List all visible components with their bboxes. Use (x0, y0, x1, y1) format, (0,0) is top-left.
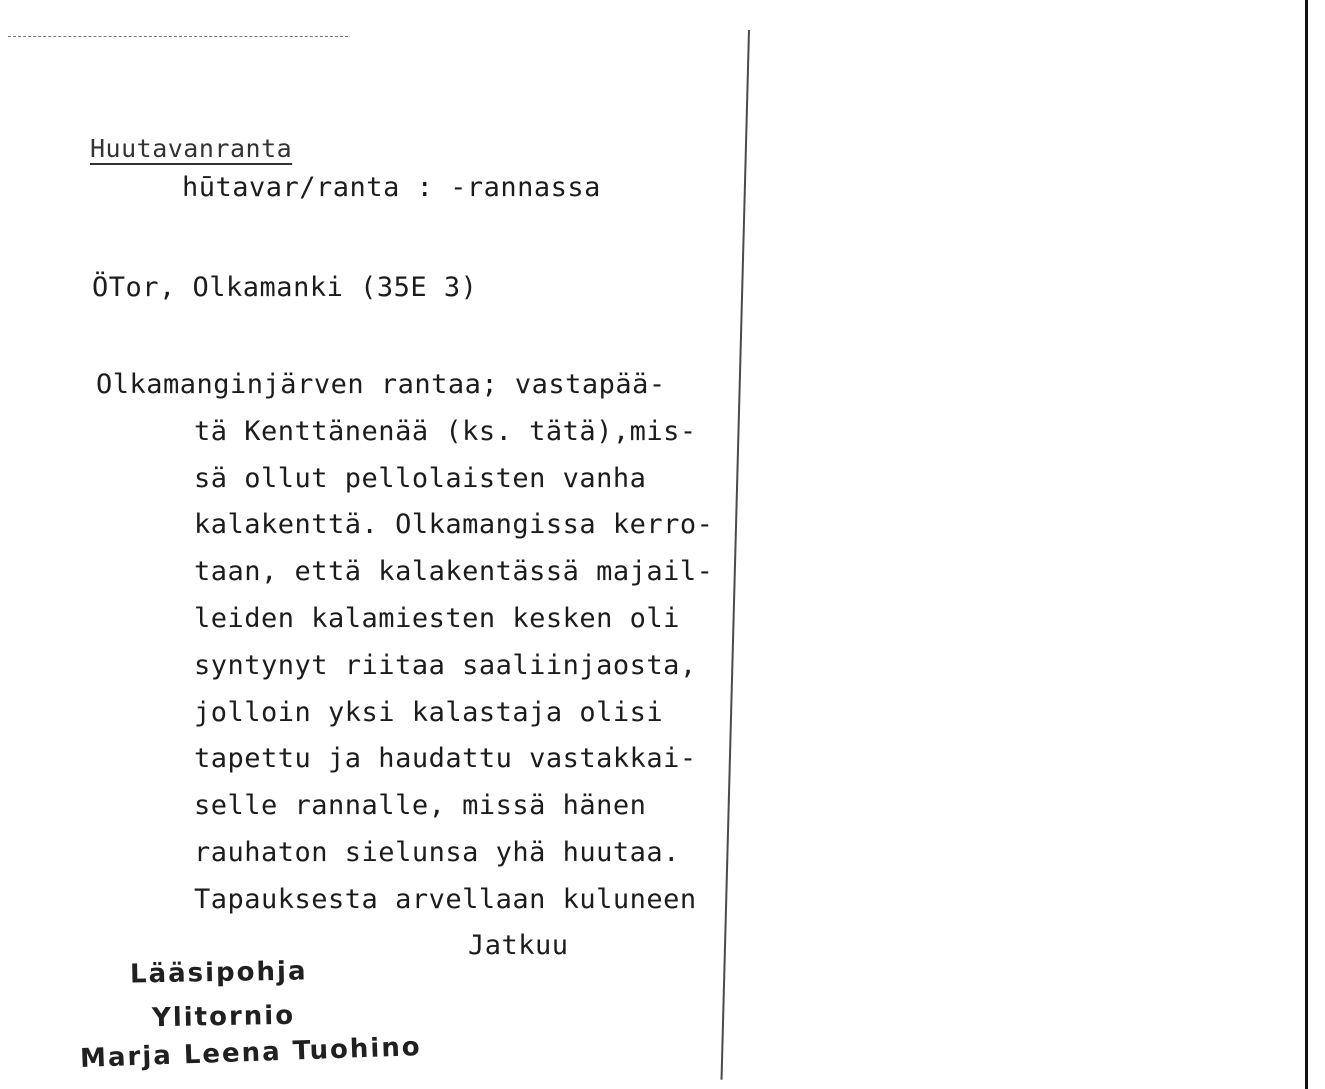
description-text (96, 362, 713, 924)
scan-edge-top (8, 36, 348, 37)
place-name-title: Huutavanranta (90, 134, 293, 163)
description-line: Olkamanginjärven rantaa; vastapää- (96, 369, 666, 400)
description-line: jolloin yksi kalastaja olisi (194, 696, 664, 728)
location-line: ÖTor, Olkamanki (35E 3) (92, 272, 478, 303)
description-line: syntynyt riitaa saaliinjaosta, (194, 649, 697, 681)
description-line: tapettu ja haudattu vastakkai- (194, 743, 697, 775)
continues-note: Jatkuu (468, 930, 569, 961)
description-line: Tapauksesta arvellaan kuluneen (194, 883, 697, 915)
scan-fold-line (721, 30, 750, 1080)
description-line: selle rannalle, missä hänen (194, 790, 647, 822)
description-line: sä ollut pellolaisten vanha (194, 462, 647, 494)
pronunciation-line: hūtavar/ranta : -rannassa (182, 172, 601, 203)
stamp-collector: Marja Leena Tuohino (79, 1032, 423, 1074)
scan-edge-right (1305, 0, 1308, 1089)
description-line: leiden kalamiesten kesken oli (194, 602, 680, 634)
description-line: rauhaton sielunsa yhä huutaa. (194, 836, 680, 868)
stamp-parish: Ylitornio (151, 1000, 296, 1034)
description-line: taan, että kalakentässä majail- (194, 556, 714, 588)
description-line: tä Kenttänenää (ks. tätä),mis- (194, 415, 697, 447)
description-line: kalakenttä. Olkamangissa kerro- (194, 509, 714, 541)
stamp-region: Lääsipohja (129, 956, 308, 990)
